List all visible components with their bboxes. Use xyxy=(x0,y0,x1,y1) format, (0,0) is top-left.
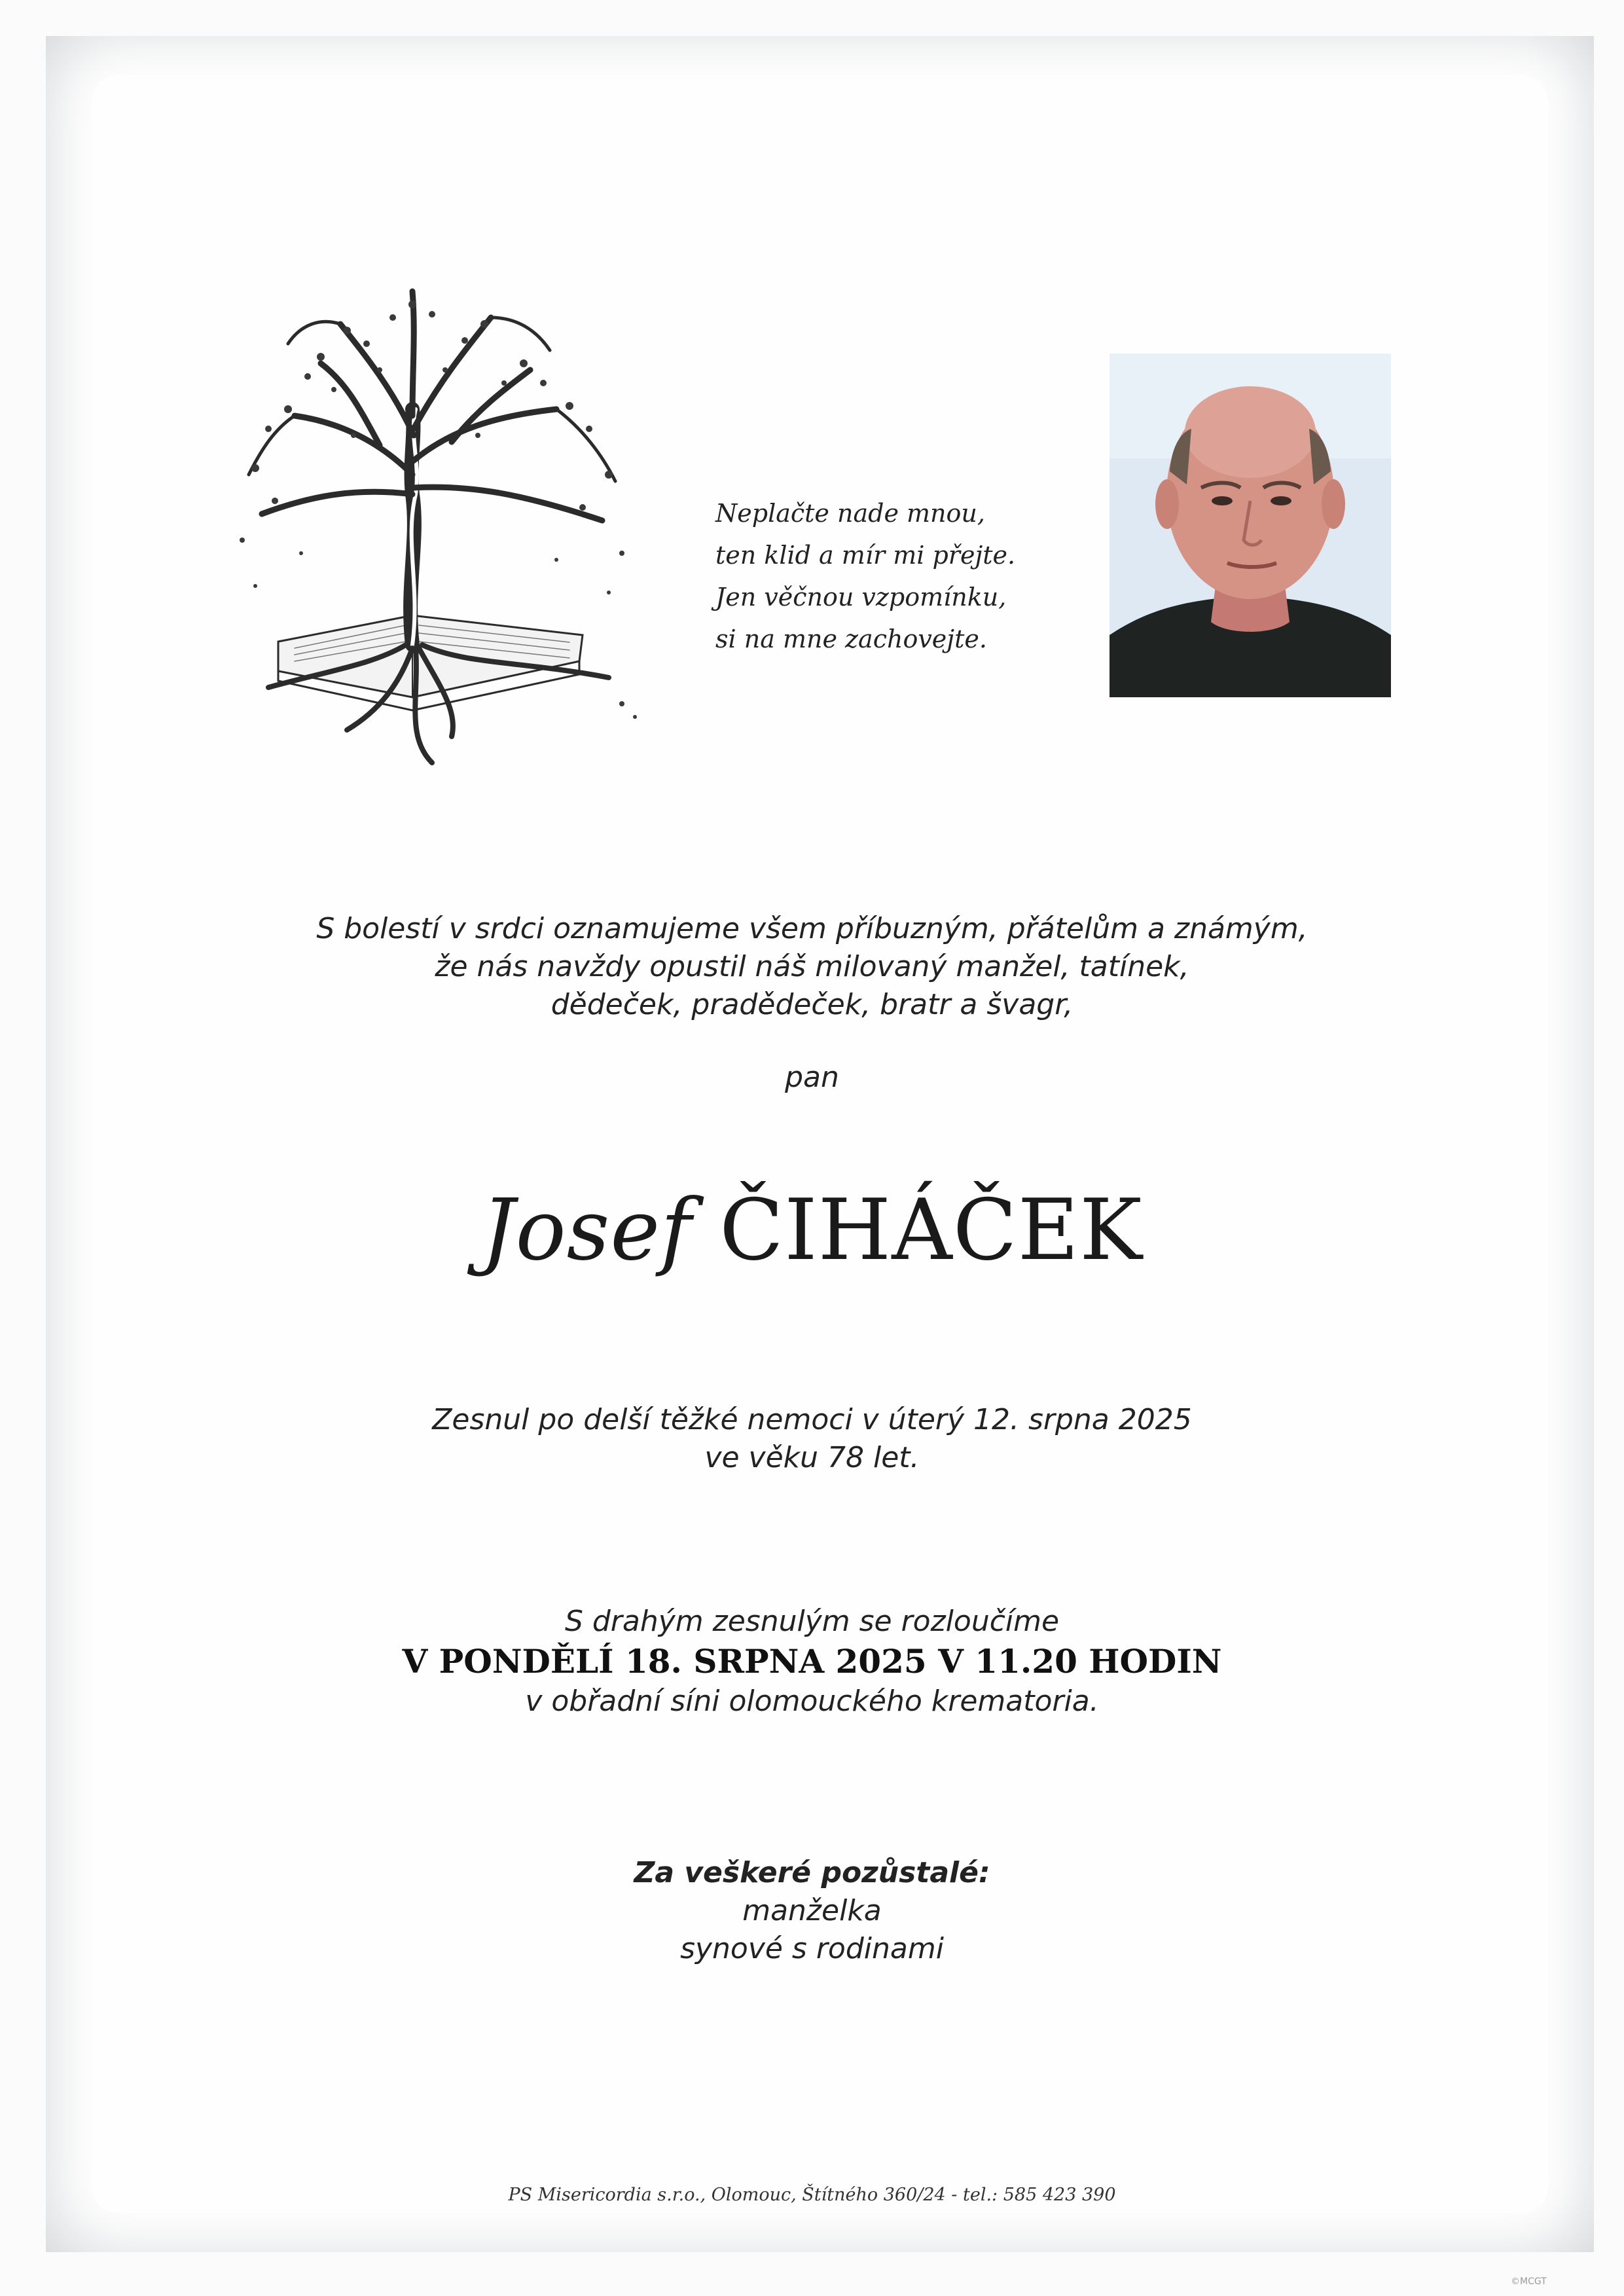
honorific: pan xyxy=(785,1061,839,1094)
announcement-line: že nás navždy opustil náš milovaný manžel, tatínek, xyxy=(435,950,1189,983)
death-info xyxy=(0,1401,1624,1477)
announcement-line: dědeček, pradědeček, bratr a švagr, xyxy=(550,988,1074,1021)
corner-mark: ©MCGT xyxy=(1511,2276,1547,2287)
death-line: ve věku 78 let. xyxy=(704,1441,920,1474)
farewell-place: v obřadní síni olomouckého krematoria. xyxy=(525,1685,1099,1718)
poem-line: Jen věčnou vzpomínku, xyxy=(715,583,1007,611)
farewell-info xyxy=(0,1603,1624,1721)
announcement xyxy=(0,910,1624,1024)
announcement-line: S bolestí v srdci oznamujeme všem příbuzným, přátelům a známým, xyxy=(316,912,1308,945)
poem-line: Neplačte nade mnou, xyxy=(715,499,985,528)
family-member: synové s rodinami xyxy=(680,1932,944,1965)
last-name: ČIHÁČEK xyxy=(719,1182,1143,1279)
footer-funeral-service: PS Misericordia s.r.o., Olomouc, Štítného 360/24 - tel.: 585 423 390 xyxy=(508,2185,1116,2205)
portrait-photo xyxy=(1110,354,1391,697)
farewell-datetime: V PONDĚLÍ 18. SRPNA 2025 V 11.20 HODIN xyxy=(402,1642,1222,1681)
first-name: Josef xyxy=(481,1182,693,1279)
poem xyxy=(715,492,1056,660)
farewell-intro: S drahým zesnulým se rozloučíme xyxy=(564,1605,1060,1638)
poem-line: ten klid a mír mi přejte. xyxy=(715,541,1016,570)
poem-line: si na mne zachovejte. xyxy=(715,625,987,653)
deceased-name xyxy=(0,1182,1624,1279)
family-member: manželka xyxy=(742,1894,882,1927)
family-signature xyxy=(0,1854,1624,1968)
tree-book-illustration xyxy=(216,278,648,776)
family-lead: Za veškeré pozůstalé: xyxy=(634,1856,990,1889)
death-line: Zesnul po delší těžké nemoci v úterý 12. srpna 2025 xyxy=(432,1403,1192,1436)
